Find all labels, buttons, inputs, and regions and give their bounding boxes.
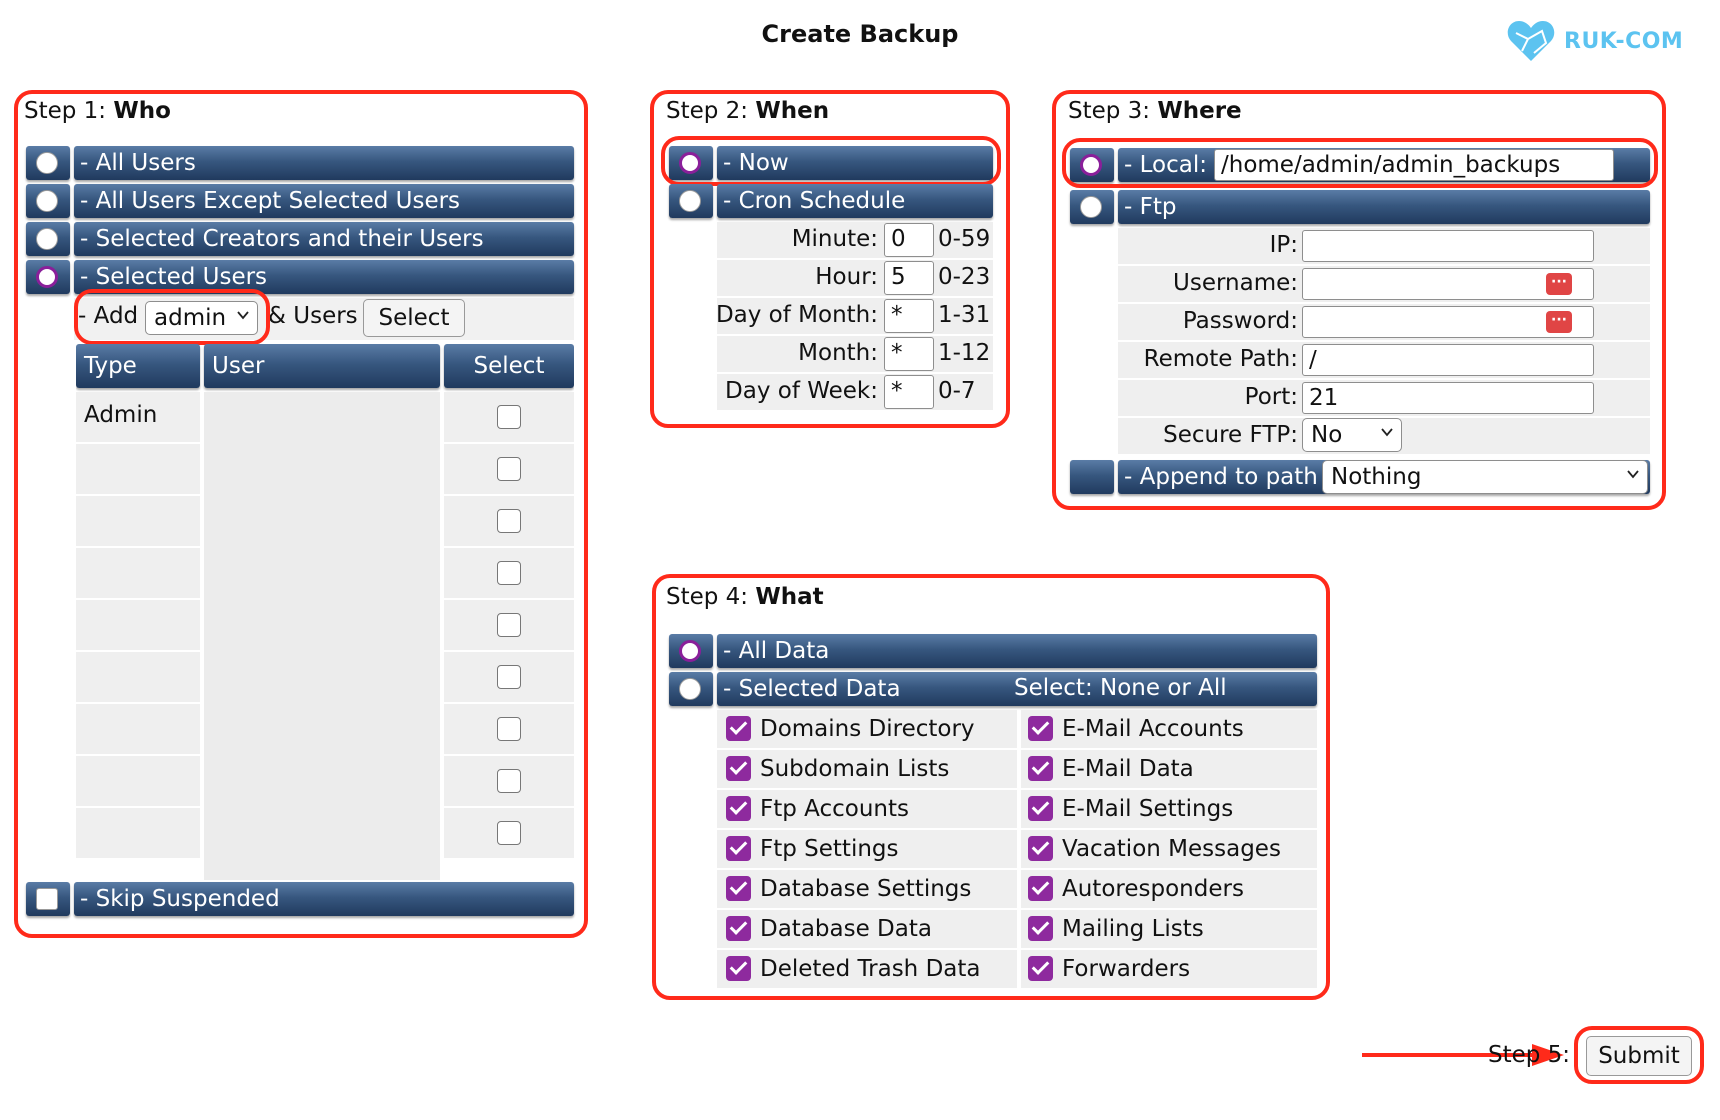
option-label: - All Users Except Selected Users — [74, 184, 574, 218]
add-select-highlight — [74, 289, 270, 345]
ftp-label: - Ftp — [1118, 190, 1650, 224]
step4-heading: Step 4: What — [666, 584, 824, 610]
local-path-input[interactable]: /home/admin/admin_backups — [1214, 149, 1614, 181]
now-label: - Now — [717, 146, 993, 180]
local-highlight — [1062, 138, 1658, 188]
add-label: - Add — [78, 303, 139, 329]
data-item-label: Ftp Accounts — [760, 796, 910, 822]
data-checkbox[interactable] — [1028, 796, 1053, 821]
data-item-label: Mailing Lists — [1062, 916, 1204, 942]
radio-all-users[interactable] — [36, 152, 58, 174]
append-value: Nothing — [1331, 464, 1422, 490]
table-row — [76, 600, 574, 650]
local-label: - Local: — [1118, 148, 1650, 182]
row-select-checkbox[interactable] — [497, 821, 521, 845]
cron-field-label: Day of Week: — [725, 378, 878, 404]
data-item-label: Vacation Messages — [1062, 836, 1281, 862]
skip-suspended-checkbox[interactable] — [36, 888, 58, 910]
select-users-button[interactable]: Select — [363, 299, 465, 337]
selected-data-label: - Selected Data — [717, 672, 1317, 706]
row-select-checkbox[interactable] — [497, 509, 521, 533]
cron-field-input[interactable]: * — [884, 337, 934, 371]
radio-cron[interactable] — [679, 190, 701, 212]
radio-selected-data[interactable] — [679, 678, 701, 700]
type-cell-bg — [76, 756, 200, 806]
row-select-checkbox[interactable] — [497, 405, 521, 429]
cron-field-input[interactable]: * — [884, 299, 934, 333]
col-select: Select — [444, 344, 574, 388]
append-label: - Append to path — [1118, 460, 1650, 494]
data-checkbox[interactable] — [726, 756, 751, 781]
table-row — [76, 652, 574, 702]
data-checkbox[interactable] — [1028, 716, 1053, 741]
col-user: User — [204, 344, 440, 388]
table-row — [76, 444, 574, 494]
type-cell-bg — [76, 808, 200, 858]
radio-all-data[interactable] — [679, 640, 701, 662]
table-row — [76, 496, 574, 546]
data-item-label: E-Mail Settings — [1062, 796, 1234, 822]
option-label: - Selected Users — [74, 260, 574, 294]
users-label: & Users — [268, 303, 358, 329]
skip-suspended-label: - Skip Suspended — [74, 882, 574, 916]
radio-all-except[interactable] — [36, 190, 58, 212]
append-select[interactable] — [1322, 460, 1648, 494]
row-select-checkbox[interactable] — [497, 561, 521, 585]
cron-label: - Cron Schedule — [717, 184, 993, 218]
chevron-down-icon — [1627, 468, 1639, 480]
type-cell-bg — [76, 600, 200, 650]
data-checkbox[interactable] — [1028, 956, 1053, 981]
cron-field-label: Hour: — [815, 264, 878, 290]
data-item-label: Deleted Trash Data — [760, 956, 981, 982]
table-row — [76, 808, 574, 858]
row-select-checkbox[interactable] — [497, 457, 521, 481]
col-type: Type — [76, 344, 200, 388]
type-cell-bg — [76, 704, 200, 754]
data-item-label: Database Data — [760, 916, 932, 942]
remote-path-input[interactable]: / — [1302, 344, 1594, 376]
data-checkbox[interactable] — [726, 916, 751, 941]
page-title: Create Backup — [761, 20, 959, 48]
submit-button[interactable]: Submit — [1586, 1036, 1692, 1076]
users-table — [76, 344, 574, 880]
port-label: Port: — [1244, 384, 1298, 410]
type-cell-bg — [76, 444, 200, 494]
cron-field-label: Minute: — [791, 226, 878, 252]
data-item-label: Domains Directory — [760, 716, 975, 742]
chevron-down-icon — [1381, 426, 1393, 438]
data-checkbox[interactable] — [726, 876, 751, 901]
data-checkbox[interactable] — [1028, 836, 1053, 861]
secure-ftp-label: Secure FTP: — [1163, 422, 1298, 448]
table-row — [76, 548, 574, 598]
data-checkbox[interactable] — [726, 796, 751, 821]
select-none-or-all-link[interactable]: Select: None or All — [1014, 675, 1227, 701]
row-select-checkbox[interactable] — [497, 613, 521, 637]
password-key-icon[interactable]: ··· — [1546, 311, 1572, 333]
radio-creators[interactable] — [36, 228, 58, 250]
cron-field-range: 0-23 — [938, 264, 991, 290]
heart-logo-icon — [1506, 19, 1556, 63]
step1-heading: Step 1: Who — [24, 98, 171, 124]
data-item-label: E-Mail Accounts — [1062, 716, 1244, 742]
row-select-checkbox[interactable] — [497, 665, 521, 689]
now-highlight — [661, 136, 1001, 186]
cron-field-range: 0-59 — [938, 226, 991, 252]
option-label: - Selected Creators and their Users — [74, 222, 574, 256]
secure-ftp-select[interactable] — [1302, 418, 1402, 452]
logo-text: RUK-COM — [1564, 28, 1684, 54]
type-cell-bg — [76, 652, 200, 702]
remote-path-label: Remote Path: — [1143, 346, 1298, 372]
row-select-checkbox[interactable] — [497, 717, 521, 741]
type-cell: Admin — [84, 402, 158, 428]
data-item-label: Subdomain Lists — [760, 756, 950, 782]
table-row — [76, 392, 574, 442]
step3-heading: Step 3: Where — [1068, 98, 1242, 124]
data-checkbox[interactable] — [1028, 916, 1053, 941]
cron-field-range: 1-31 — [938, 302, 991, 328]
password-key-icon[interactable]: ··· — [1546, 273, 1572, 295]
data-item-label: Database Settings — [760, 876, 972, 902]
password-label: Password: — [1182, 308, 1298, 334]
all-data-label: - All Data — [717, 634, 1317, 668]
submit-highlight — [1574, 1026, 1704, 1084]
radio-selected-users[interactable] — [36, 266, 58, 288]
option-label: - All Users — [74, 146, 574, 180]
cron-field-input[interactable]: 0 — [884, 223, 934, 257]
ip-input[interactable] — [1302, 230, 1594, 262]
add-user-value: admin — [154, 305, 227, 331]
data-checkbox[interactable] — [1028, 876, 1053, 901]
username-label: Username: — [1173, 270, 1298, 296]
row-select-checkbox[interactable] — [497, 769, 521, 793]
cron-field-range: 1-12 — [938, 340, 991, 366]
cron-field-range: 0-7 — [938, 378, 976, 404]
table-row — [76, 756, 574, 806]
cron-field-input[interactable]: 5 — [884, 261, 934, 295]
step5-label: Step 5: — [1488, 1042, 1571, 1068]
cron-field-label: Day of Month: — [715, 302, 878, 328]
table-row — [76, 704, 574, 754]
data-checkbox[interactable] — [726, 956, 751, 981]
data-item-label: Autoresponders — [1062, 876, 1244, 902]
append-box — [1070, 460, 1114, 494]
data-item-label: Forwarders — [1062, 956, 1191, 982]
step2-heading: Step 2: When — [666, 98, 830, 124]
data-checkbox[interactable] — [1028, 756, 1053, 781]
ip-label: IP: — [1269, 232, 1298, 258]
secure-ftp-value: No — [1311, 422, 1343, 448]
data-item-label: E-Mail Data — [1062, 756, 1194, 782]
radio-ftp[interactable] — [1080, 196, 1102, 218]
cron-field-input[interactable]: * — [884, 375, 934, 409]
cron-field-label: Month: — [798, 340, 878, 366]
ruk-com-logo — [1506, 18, 1683, 64]
port-input[interactable]: 21 — [1302, 382, 1594, 414]
data-checkbox[interactable] — [726, 836, 751, 861]
type-cell-bg — [76, 548, 200, 598]
type-cell-bg — [76, 496, 200, 546]
data-item-label: Ftp Settings — [760, 836, 899, 862]
data-checkbox[interactable] — [726, 716, 751, 741]
